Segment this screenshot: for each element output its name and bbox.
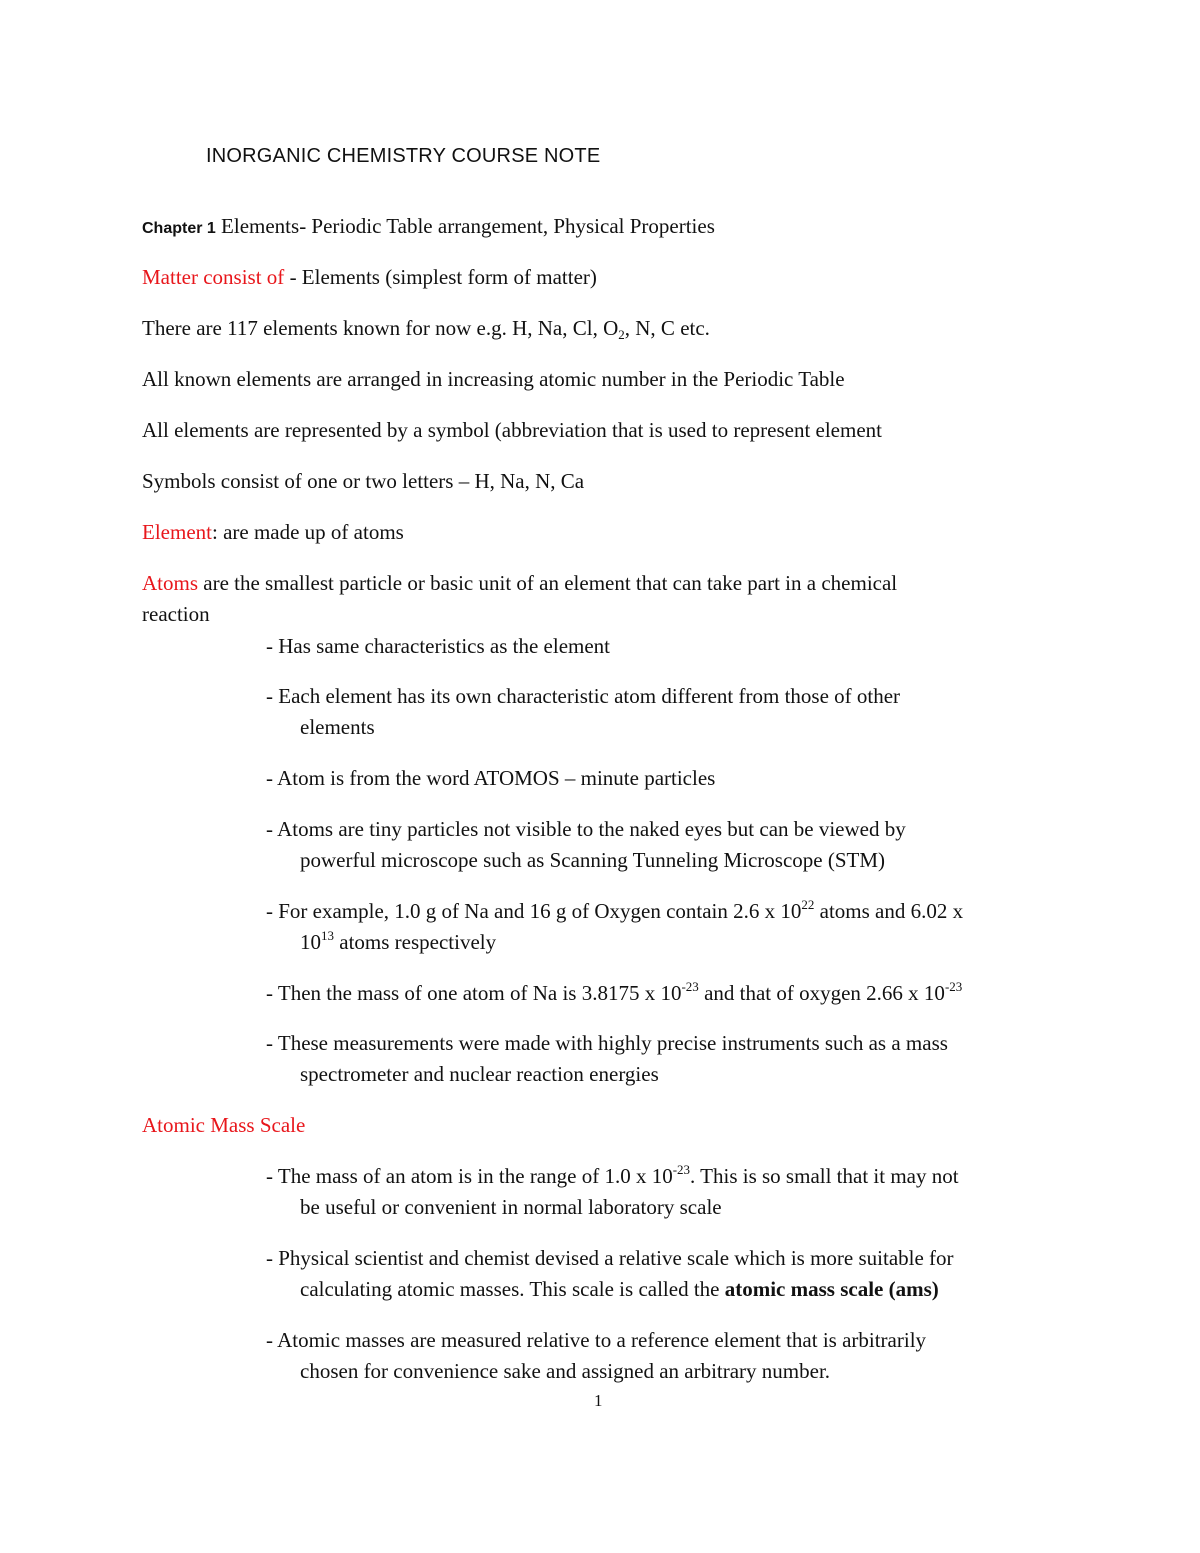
oxygen-subscript: 2 (618, 327, 625, 342)
symbol-line: All elements are represented by a symbol (abbreviation that is used to represent element (142, 418, 882, 442)
list-item (266, 898, 963, 927)
list-item-text: - The mass of an atom is in the range of 1.0 x 10 (266, 1164, 673, 1188)
symbols-letters-line: Symbols consist of one or two letters – H, Na, N, Ca (142, 469, 585, 493)
matter-text: - Elements (simplest form of matter) (284, 265, 597, 289)
exponent: 13 (321, 928, 334, 943)
list-item-cont (300, 1276, 939, 1302)
atoms-line (142, 570, 897, 596)
list-item: - Atom is from the word ATOMOS – minute particles (266, 766, 716, 790)
list-item-text: and that of oxygen 2.66 x 10 (698, 981, 945, 1005)
chapter-text: Elements- Periodic Table arrangement, Physical Properties (215, 214, 715, 238)
exponent: -23 (944, 979, 963, 994)
list-item-text: . This is so small that it may not (690, 1164, 959, 1188)
element-text: : are made up of atoms (211, 520, 404, 544)
atoms-heading: Atoms (142, 571, 199, 595)
list-item: - Has same characteristics as the element (266, 634, 611, 658)
arranged-line: All known elements are arranged in increasing atomic number in the Periodic Table (142, 367, 845, 391)
document-title: INORGANIC CHEMISTRY COURSE NOTE (206, 145, 601, 167)
elements-known-text: There are 117 elements known for now e.g. H, Na, Cl, O (142, 316, 619, 340)
exponent: -23 (672, 1162, 691, 1177)
list-item-cont: be useful or convenient in normal laboratory scale (300, 1195, 722, 1219)
ams-term: atomic mass scale (ams) (724, 1277, 939, 1301)
list-item: - These measurements were made with highly precise instruments such as a mass (266, 1031, 948, 1055)
list-item-text: 10 (300, 930, 321, 954)
element-heading: Element (142, 520, 212, 544)
list-item-cont: spectrometer and nuclear reaction energies (300, 1062, 659, 1086)
elements-known-text-end: , N, C etc. (624, 316, 710, 340)
exponent: -23 (681, 979, 699, 994)
atoms-text: are the smallest particle or basic unit of an element that can take part in a chemical (198, 571, 898, 595)
list-item-text: - Then the mass of one atom of Na is 3.8175 x 10 (266, 981, 682, 1005)
chapter-line (142, 213, 715, 242)
page-number: 1 (594, 1391, 603, 1410)
list-item (266, 1163, 959, 1192)
list-item-text: - For example, 1.0 g of Na and 16 g of Oxygen contain 2.6 x 10 (266, 899, 802, 923)
matter-line (142, 264, 597, 290)
matter-heading: Matter consist of (142, 265, 285, 289)
list-item-text: atoms respectively (334, 930, 497, 954)
elements-known-line (142, 315, 710, 344)
atomic-mass-scale-heading: Atomic Mass Scale (142, 1113, 306, 1137)
list-item-text: atoms and 6.02 x (814, 899, 964, 923)
list-item-cont: powerful microscope such as Scanning Tunneling Microscope (STM) (300, 848, 885, 872)
element-line (142, 519, 404, 545)
list-item (266, 980, 962, 1009)
list-item-cont (300, 929, 496, 958)
list-item: - Physical scientist and chemist devised a relative scale which is more suitable for (266, 1246, 954, 1270)
list-item: - Each element has its own characteristic atom different from those of other (266, 684, 901, 708)
list-item: - Atoms are tiny particles not visible to the naked eyes but can be viewed by (266, 817, 906, 841)
list-item: - Atomic masses are measured relative to a reference element that is arbitrarily (266, 1328, 927, 1352)
exponent: 22 (801, 897, 815, 912)
chapter-label: Chapter 1 (142, 220, 216, 237)
list-item-cont: chosen for convenience sake and assigned an arbitrary number. (300, 1359, 831, 1383)
list-item-cont: elements (300, 715, 375, 739)
list-item-text: calculating atomic masses. This scale is called the (300, 1277, 725, 1301)
atoms-line-cont: reaction (142, 602, 210, 626)
